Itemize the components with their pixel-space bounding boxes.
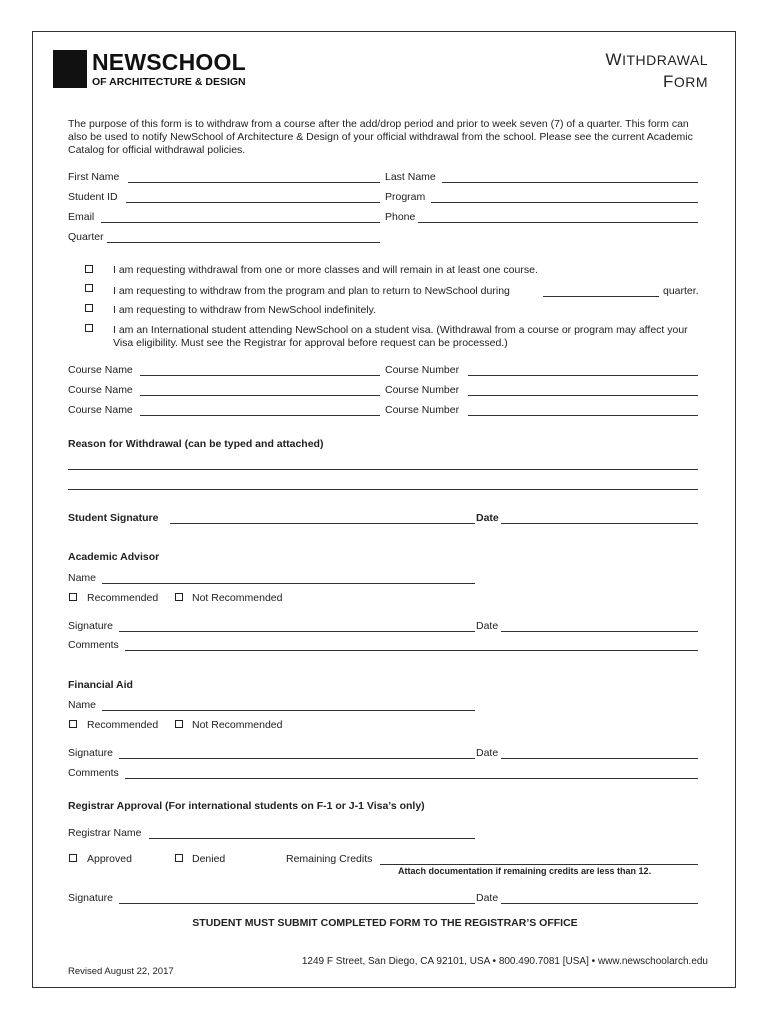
registrar-name-field[interactable]: [149, 838, 475, 839]
registrar-date-label: Date: [476, 892, 499, 904]
advisor-comments-field[interactable]: [125, 650, 698, 651]
financial-aid-name-label: Name: [68, 699, 97, 711]
financial-aid-heading: Financial Aid: [68, 679, 133, 691]
advisor-not-recommended-checkbox[interactable]: [175, 593, 183, 601]
address-line: 1249 F Street, San Diego, CA 92101, USA • 800.490.7081 [USA] • www.newschoolarch.edu: [301, 956, 708, 967]
attach-note: Attach documentation if remaining credits are less than 12.: [398, 866, 652, 876]
logo-wordmark: NEWSCHOOL: [92, 49, 246, 75]
course-name-label-3: Course Name: [68, 404, 133, 416]
option-indefinite-label: I am requesting to withdraw from NewSchool indefinitely.: [113, 304, 377, 316]
registrar-heading: Registrar Approval (For international students on F-1 or J-1 Visa’s only): [68, 800, 425, 812]
course-number-label-1: Course Number: [385, 364, 460, 376]
course-name-label-2: Course Name: [68, 384, 133, 396]
advisor-name-field[interactable]: [102, 583, 475, 584]
advisor-comments-label: Comments: [68, 639, 119, 651]
purpose-text: The purpose of this form is to withdraw from a course after the add/drop period and prior to week seven (7) of a quarter. This form can also be used to notify NewSchool of Architecture & Design of your official withdrawal from the school. Please see the current Academic Catalog for official withdrawal policies.: [68, 118, 693, 156]
reason-line-2[interactable]: [68, 489, 698, 490]
financial-aid-not-recommended-label: Not Recommended: [192, 719, 283, 731]
advisor-signature-field[interactable]: [119, 631, 475, 632]
advisor-recommended-label: Recommended: [87, 592, 159, 604]
financial-aid-comments-field[interactable]: [125, 778, 698, 779]
registrar-approved-checkbox[interactable]: [69, 854, 77, 862]
submit-notice: STUDENT MUST SUBMIT COMPLETED FORM TO THE REGISTRAR’S OFFICE: [192, 917, 578, 929]
registrar-denied-label: Denied: [192, 853, 226, 865]
advisor-heading: Academic Advisor: [68, 551, 160, 563]
registrar-approved-label: Approved: [87, 853, 132, 865]
remaining-credits-field[interactable]: [380, 864, 698, 865]
course-number-label-3: Course Number: [385, 404, 460, 416]
option-return-suffix: quarter.: [663, 285, 699, 297]
advisor-date-label: Date: [476, 620, 499, 632]
email-label: Email: [68, 211, 95, 223]
option-international-checkbox[interactable]: [85, 324, 93, 332]
financial-aid-comments-label: Comments: [68, 767, 119, 779]
financial-aid-name-field[interactable]: [102, 710, 475, 711]
option-indefinite-checkbox[interactable]: [85, 304, 93, 312]
registrar-denied-checkbox[interactable]: [175, 854, 183, 862]
option-international-label: I am an International student attending NewSchool on a student visa. (Withdrawal from a course or program may affect your Visa eligibility. Must see the Registrar for approval before request can be processed.): [113, 324, 688, 349]
advisor-signature-label: Signature: [68, 620, 113, 632]
registrar-signature-label: Signature: [68, 892, 113, 904]
form-title-line1: WITHDRAWAL: [605, 50, 708, 69]
student-signature-field[interactable]: [170, 523, 475, 524]
last-name-label: Last Name: [385, 171, 436, 183]
revised-date: Revised August 22, 2017: [68, 966, 174, 977]
course-name-field-3[interactable]: [140, 415, 380, 416]
student-id-label: Student ID: [68, 191, 118, 203]
registrar-date-field[interactable]: [501, 903, 698, 904]
student-signature-label: Student Signature: [68, 512, 159, 524]
return-quarter-field[interactable]: [543, 296, 659, 297]
financial-aid-not-recommended-checkbox[interactable]: [175, 720, 183, 728]
course-number-field-1[interactable]: [468, 375, 698, 376]
course-number-field-3[interactable]: [468, 415, 698, 416]
registrar-name-label: Registrar Name: [68, 827, 142, 839]
advisor-name-label: Name: [68, 572, 97, 584]
form-border: [32, 31, 736, 988]
phone-field[interactable]: [418, 222, 698, 223]
logo-subtitle: OF ARCHITECTURE & DESIGN: [92, 76, 246, 88]
email-field[interactable]: [101, 222, 380, 223]
option-return-checkbox[interactable]: [85, 284, 93, 292]
last-name-field[interactable]: [442, 182, 698, 183]
course-name-label-1: Course Name: [68, 364, 133, 376]
financial-aid-signature-field[interactable]: [119, 758, 475, 759]
financial-aid-date-field[interactable]: [501, 758, 698, 759]
phone-label: Phone: [385, 211, 416, 223]
first-name-field[interactable]: [128, 182, 380, 183]
quarter-field[interactable]: [107, 242, 380, 243]
course-number-field-2[interactable]: [468, 395, 698, 396]
course-number-label-2: Course Number: [385, 384, 460, 396]
option-return-label: I am requesting to withdraw from the program and plan to return to NewSchool during: [113, 285, 510, 297]
financial-aid-recommended-checkbox[interactable]: [69, 720, 77, 728]
quarter-label: Quarter: [68, 231, 104, 243]
financial-aid-signature-label: Signature: [68, 747, 113, 759]
financial-aid-date-label: Date: [476, 747, 499, 759]
program-label: Program: [385, 191, 426, 203]
reason-line-1[interactable]: [68, 469, 698, 470]
program-field[interactable]: [431, 202, 698, 203]
advisor-not-recommended-label: Not Recommended: [192, 592, 283, 604]
student-date-field[interactable]: [501, 523, 698, 524]
student-date-label: Date: [476, 512, 499, 524]
registrar-signature-field[interactable]: [119, 903, 475, 904]
advisor-date-field[interactable]: [501, 631, 698, 632]
course-name-field-2[interactable]: [140, 395, 380, 396]
option-remain-checkbox[interactable]: [85, 265, 93, 273]
logo-mark: [53, 50, 87, 88]
option-remain-label: I am requesting withdrawal from one or more classes and will remain in at least one course.: [113, 264, 538, 276]
financial-aid-recommended-label: Recommended: [87, 719, 159, 731]
student-id-field[interactable]: [126, 202, 380, 203]
reason-heading: Reason for Withdrawal (can be typed and attached): [68, 438, 324, 450]
advisor-recommended-checkbox[interactable]: [69, 593, 77, 601]
form-title-line2: FORM: [662, 72, 708, 91]
course-name-field-1[interactable]: [140, 375, 380, 376]
first-name-label: First Name: [68, 171, 120, 183]
remaining-credits-label: Remaining Credits: [286, 853, 373, 865]
